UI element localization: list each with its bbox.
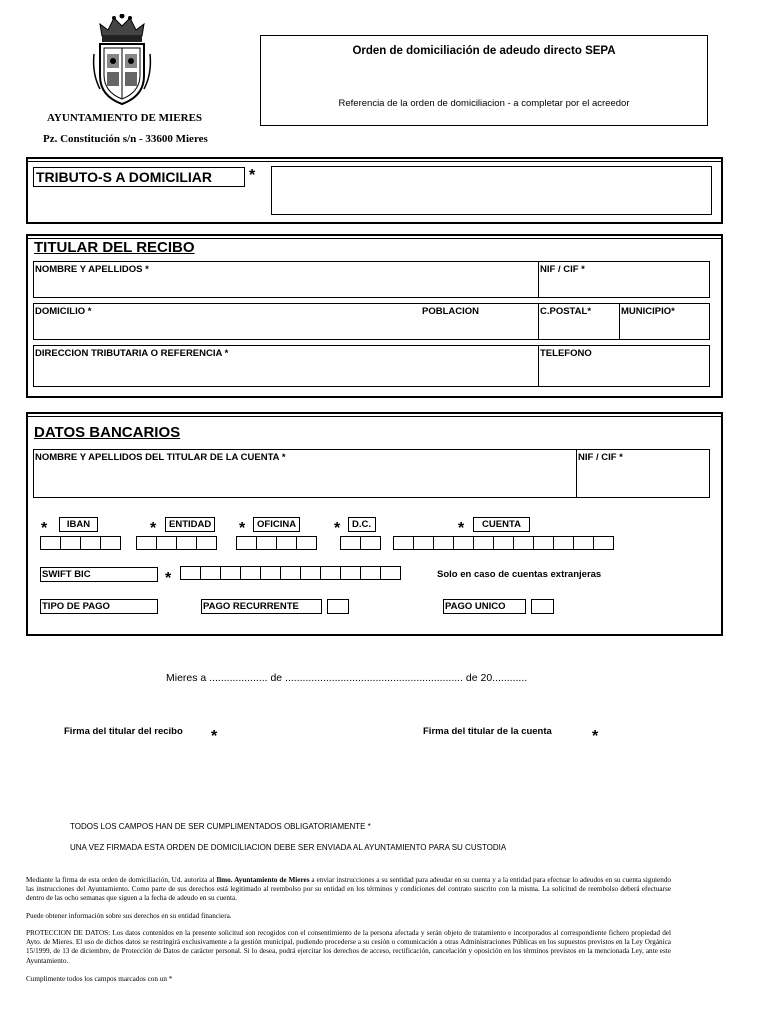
form-title: Orden de domiciliación de adeudo directo SEPA <box>352 45 616 57</box>
digit-cell[interactable] <box>60 536 81 550</box>
digit-cell[interactable] <box>593 536 614 550</box>
swift-label: SWIFT BIC <box>42 569 91 580</box>
digit-cell[interactable] <box>220 566 241 580</box>
tributos-required-mark: * <box>249 167 256 184</box>
digit-cell[interactable] <box>256 536 277 550</box>
firma-cuenta-label: Firma del titular de la cuenta <box>423 726 552 737</box>
entidad-required-mark: * <box>150 520 157 537</box>
note-required-fields: TODOS LOS CAMPOS HAN DE SER CUMPLIMENTADOS OBLIGATORIAMENTE * <box>70 822 371 831</box>
titular-poblacion-label: POBLACION <box>422 306 479 317</box>
digit-cell[interactable] <box>340 536 361 550</box>
entidad-tag <box>165 517 215 532</box>
entidad-digits[interactable] <box>136 536 216 550</box>
titular-domicilio-label: DOMICILIO * <box>35 306 92 317</box>
firma-cuenta-required-mark: * <box>592 728 599 745</box>
digit-cell[interactable] <box>533 536 554 550</box>
note-send-order: UNA VEZ FIRMADA ESTA ORDEN DE DOMICILIACION DEBE SER ENVIADA AL AYUNTAMIENTO PARA SU CUSTODIA <box>70 843 507 852</box>
swift-digits[interactable] <box>180 566 400 580</box>
titular-nombre-label: NOMBRE Y APELLIDOS * <box>35 264 149 275</box>
digit-cell[interactable] <box>180 566 201 580</box>
titular-nombre-field[interactable] <box>33 261 539 298</box>
iban-label: IBAN <box>66 519 91 530</box>
firma-recibo-label: Firma del titular del recibo <box>64 726 183 737</box>
digit-cell[interactable] <box>573 536 594 550</box>
cuenta-label: CUENTA <box>482 519 521 530</box>
tributos-title-box <box>33 167 245 187</box>
iban-digits[interactable] <box>40 536 120 550</box>
legal-info: Puede obtener información sobre sus derechos en su entidad financiera. <box>26 912 232 920</box>
digit-cell[interactable] <box>156 536 177 550</box>
bancarios-nombre-field[interactable] <box>33 449 577 498</box>
digit-cell[interactable] <box>413 536 434 550</box>
bancarios-nombre-label: NOMBRE Y APELLIDOS DEL TITULAR DE LA CUENTA * <box>35 452 286 463</box>
titular-cpostal-field[interactable] <box>538 303 620 340</box>
titular-direccion-label: DIRECCION TRIBUTARIA O REFERENCIA * <box>35 348 229 359</box>
digit-cell[interactable] <box>513 536 534 550</box>
dc-required-mark: * <box>334 520 341 537</box>
recurrente-tag <box>201 599 322 614</box>
entidad-label: ENTIDAD <box>169 519 212 530</box>
titular-telefono-field[interactable] <box>538 345 710 387</box>
digit-cell[interactable] <box>320 566 341 580</box>
coat-of-arms-logo <box>92 14 152 106</box>
reference-label: Referencia de la orden de domiciliacion - a completar por el acreedor <box>338 98 630 109</box>
iban-tag <box>59 517 98 532</box>
digit-cell[interactable] <box>100 536 121 550</box>
titular-nif-label: NIF / CIF * <box>540 264 585 275</box>
org-name: AYUNTAMIENTO DE MIERES <box>47 112 203 124</box>
digit-cell[interactable] <box>280 566 301 580</box>
tributos-input[interactable] <box>271 166 712 215</box>
swift-tag <box>40 567 158 582</box>
recurrente-checkbox[interactable] <box>327 599 349 614</box>
org-address: Pz. Constitución s/n - 33600 Mieres <box>43 133 208 145</box>
digit-cell[interactable] <box>176 536 197 550</box>
cuenta-digits[interactable] <box>393 536 613 550</box>
recurrente-label: PAGO RECURRENTE <box>203 601 299 612</box>
tributos-section <box>26 157 723 224</box>
firma-recibo-required-mark: * <box>211 728 218 745</box>
digit-cell[interactable] <box>433 536 454 550</box>
dc-label: D.C. <box>352 519 371 530</box>
digit-cell[interactable] <box>296 536 317 550</box>
legal-authorization: Mediante la firma de esta orden de domiciliación, Ud. autoriza al Ilmo. Ayuntamiento de Mieres a enviar instrucciones a su sentidad para adeudar en su cuenta y a la entidad para efectuar lo adeudos en su cuenta siguiendo las instrucciones del Ayuntamiento. Como parte de sus derechos está legitimado al reembolso por su entidad en los términos y condiciones del contrato suscrito con la misma. La solicitud de reembolso deberá efectuarse dentro de las ocho semanas que siguen a la fecha de adeudo en su cuenta. <box>26 876 672 903</box>
digit-cell[interactable] <box>196 536 217 550</box>
cuenta-required-mark: * <box>458 520 465 537</box>
oficina-required-mark: * <box>239 520 246 537</box>
oficina-digits[interactable] <box>236 536 316 550</box>
digit-cell[interactable] <box>300 566 321 580</box>
dc-tag <box>348 517 376 532</box>
titular-direccion-field[interactable] <box>33 345 539 387</box>
tributos-title: TRIBUTO-S A DOMICILIAR <box>36 169 213 185</box>
digit-cell[interactable] <box>473 536 494 550</box>
unico-label: PAGO UNICO <box>445 601 506 612</box>
dc-digits[interactable] <box>340 536 380 550</box>
digit-cell[interactable] <box>80 536 101 550</box>
titular-nif-field[interactable] <box>538 261 710 298</box>
titular-cpostal-label: C.POSTAL* <box>540 306 592 317</box>
tipo-pago-tag <box>40 599 158 614</box>
tipo-pago-label: TIPO DE PAGO <box>42 601 110 612</box>
swift-note: Solo en caso de cuentas extranjeras <box>437 569 602 580</box>
bancarios-nif-label: NIF / CIF * <box>578 452 623 463</box>
digit-cell[interactable] <box>553 536 574 550</box>
legal-data-protection: PROTECCION DE DATOS: Los datos contenidos en la presente solicitud son recogidos con el consentimiento de la persona afectada y serán objeto de tratamiento e incorporados al correspondiente fichero propiedad del Ayto. de Mieres. El uso de dichos datos se restringirá exclusivamente a la gestión municipal, pudiendo procederse a su cesión o comunicación a otras Administraciones Públicas en los supuestos previstos en la Ley Orgánica 15/1999, de 13 de diciembre, de Protección de Datos de carácter personal. Si lo desea, podrá ejercitar los derechos de acceso, rectificación, cancelación y oposición en los términos previstos en la mencionada Ley, ante este Ayuntamiento. <box>26 929 671 965</box>
unico-tag <box>443 599 526 614</box>
oficina-label: OFICINA <box>257 519 297 530</box>
date-line[interactable]: Mieres a .................... de ............................................................. de 20............ <box>166 672 528 684</box>
oficina-tag <box>253 517 300 532</box>
digit-cell[interactable] <box>40 536 61 550</box>
titular-municipio-field[interactable] <box>619 303 710 340</box>
titular-municipio-label: MUNICIPIO* <box>621 306 675 317</box>
digit-cell[interactable] <box>380 566 401 580</box>
swift-required-mark: * <box>165 570 172 587</box>
bancarios-title: DATOS BANCARIOS <box>34 424 181 441</box>
digit-cell[interactable] <box>493 536 514 550</box>
legal-footer: Cumplimente todos los campos marcados con un * <box>26 975 173 983</box>
digit-cell[interactable] <box>453 536 474 550</box>
digit-cell[interactable] <box>240 566 261 580</box>
titular-telefono-label: TELEFONO <box>540 348 592 359</box>
unico-checkbox[interactable] <box>531 599 554 614</box>
digit-cell[interactable] <box>360 536 381 550</box>
form-title-box <box>260 35 708 126</box>
digit-cell[interactable] <box>136 536 157 550</box>
titular-title: TITULAR DEL RECIBO <box>34 239 195 256</box>
digit-cell[interactable] <box>360 566 381 580</box>
digit-cell[interactable] <box>393 536 414 550</box>
digit-cell[interactable] <box>200 566 221 580</box>
digit-cell[interactable] <box>276 536 297 550</box>
cuenta-tag <box>473 517 530 532</box>
titular-domicilio-field[interactable] <box>33 303 539 340</box>
digit-cell[interactable] <box>260 566 281 580</box>
digit-cell[interactable] <box>236 536 257 550</box>
digit-cell[interactable] <box>340 566 361 580</box>
iban-required-mark: * <box>41 520 48 537</box>
titular-section <box>26 234 723 398</box>
bancarios-nif-field[interactable] <box>576 449 710 498</box>
